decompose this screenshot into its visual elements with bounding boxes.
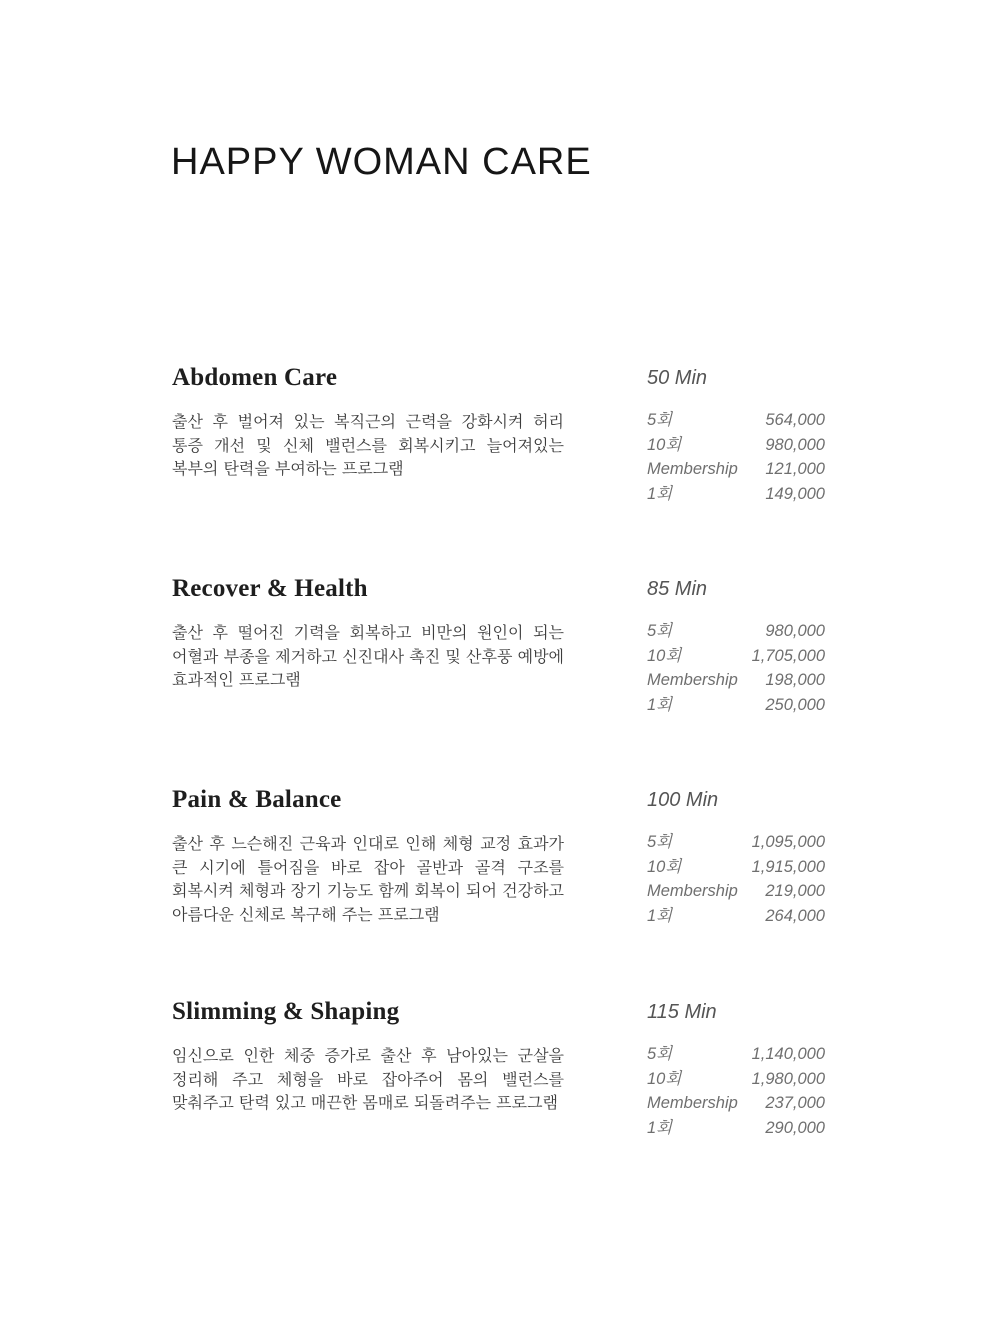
page-title: HAPPY WOMAN CARE <box>171 141 592 183</box>
price-row <box>647 619 825 644</box>
price-label: 5회 <box>647 622 673 640</box>
service-pricing <box>647 788 825 928</box>
price-label: Membership <box>647 460 738 478</box>
price-value: 980,000 <box>765 622 825 640</box>
price-value: 980,000 <box>765 435 825 454</box>
price-table <box>647 408 825 506</box>
service-description: 출산 후 느슨해진 근육과 인대로 인해 체형 교정 효과가 큰 시기에 틀어짐을 바로 잡아 골반과 골격 구조를 회복시켜 체형과 장기 기능도 함께 회복이 되어 건강하고 아름다운 신체로 복구해 주는 프로그램 <box>172 834 564 924</box>
price-label: 1회 <box>647 1118 673 1137</box>
service-description: 출산 후 벌어져 있는 복직근의 근력을 강화시켜 허리 통증 개선 및 신체 밸런스를 회복시키고 늘어져있는 복부의 탄력을 부여하는 프로그램 <box>172 412 564 478</box>
price-value: 564,000 <box>765 411 825 429</box>
price-row <box>647 1091 825 1116</box>
price-value: 264,000 <box>765 906 825 925</box>
price-value: 219,000 <box>765 882 825 900</box>
price-table <box>647 830 825 928</box>
service-info <box>172 785 564 926</box>
service-info <box>172 363 564 481</box>
price-table <box>647 619 825 717</box>
price-row <box>647 482 825 507</box>
price-value: 198,000 <box>765 671 825 689</box>
service-duration: 100 Min <box>647 789 719 811</box>
price-row <box>647 457 825 482</box>
price-value: 1,095,000 <box>751 833 825 851</box>
price-row <box>647 1116 825 1141</box>
price-row <box>647 644 825 669</box>
price-row <box>647 1042 825 1067</box>
price-label: 1회 <box>647 695 673 714</box>
service-description: 출산 후 떨어진 기력을 회복하고 비만의 원인이 되는 어혈과 부종을 제거하고 신진대사 촉진 및 산후풍 예방에 효과적인 프로그램 <box>172 623 564 689</box>
price-value: 1,140,000 <box>751 1045 825 1063</box>
service-pricing <box>647 577 825 717</box>
price-table <box>647 1042 825 1140</box>
service-name: Recover & Health <box>172 575 368 602</box>
price-label: 10회 <box>647 646 682 665</box>
service-duration: 85 Min <box>647 578 708 600</box>
price-row <box>647 855 825 880</box>
service-duration: 115 Min <box>647 1001 717 1023</box>
price-value: 1,980,000 <box>751 1069 825 1088</box>
price-label: 5회 <box>647 833 673 851</box>
service-pricing <box>647 1000 825 1140</box>
service-name: Pain & Balance <box>172 786 342 813</box>
price-value: 237,000 <box>765 1094 825 1112</box>
price-row <box>647 433 825 458</box>
price-label: 5회 <box>647 1045 673 1063</box>
price-row <box>647 904 825 929</box>
price-label: Membership <box>647 882 738 900</box>
price-label: 1회 <box>647 484 673 503</box>
service-name: Slimming & Shaping <box>172 998 400 1025</box>
price-value: 250,000 <box>765 695 825 714</box>
price-row <box>647 1067 825 1092</box>
price-label: 1회 <box>647 906 673 925</box>
price-label: Membership <box>647 1094 738 1112</box>
service-info <box>172 574 564 692</box>
service-description: 임신으로 인한 체중 증가로 출산 후 남아있는 군살을 정리해 주고 체형을 바로 잡아주어 몸의 밸런스를 맞춰주고 탄력 있고 매끈한 몸매로 되돌려주는 프로그램 <box>172 1046 564 1112</box>
price-value: 1,705,000 <box>751 646 825 665</box>
price-label: 10회 <box>647 435 682 454</box>
price-row <box>647 668 825 693</box>
price-label: 5회 <box>647 411 673 429</box>
price-label: Membership <box>647 671 738 689</box>
service-name: Abdomen Care <box>172 364 338 391</box>
price-value: 121,000 <box>765 460 825 478</box>
price-value: 1,915,000 <box>751 857 825 876</box>
price-label: 10회 <box>647 857 682 876</box>
price-row <box>647 879 825 904</box>
price-row <box>647 830 825 855</box>
price-label: 10회 <box>647 1069 682 1088</box>
price-row <box>647 408 825 433</box>
service-duration: 50 Min <box>647 367 708 389</box>
service-pricing <box>647 366 825 506</box>
price-row <box>647 693 825 718</box>
service-info <box>172 997 564 1115</box>
price-value: 149,000 <box>765 484 825 503</box>
price-value: 290,000 <box>765 1118 825 1137</box>
